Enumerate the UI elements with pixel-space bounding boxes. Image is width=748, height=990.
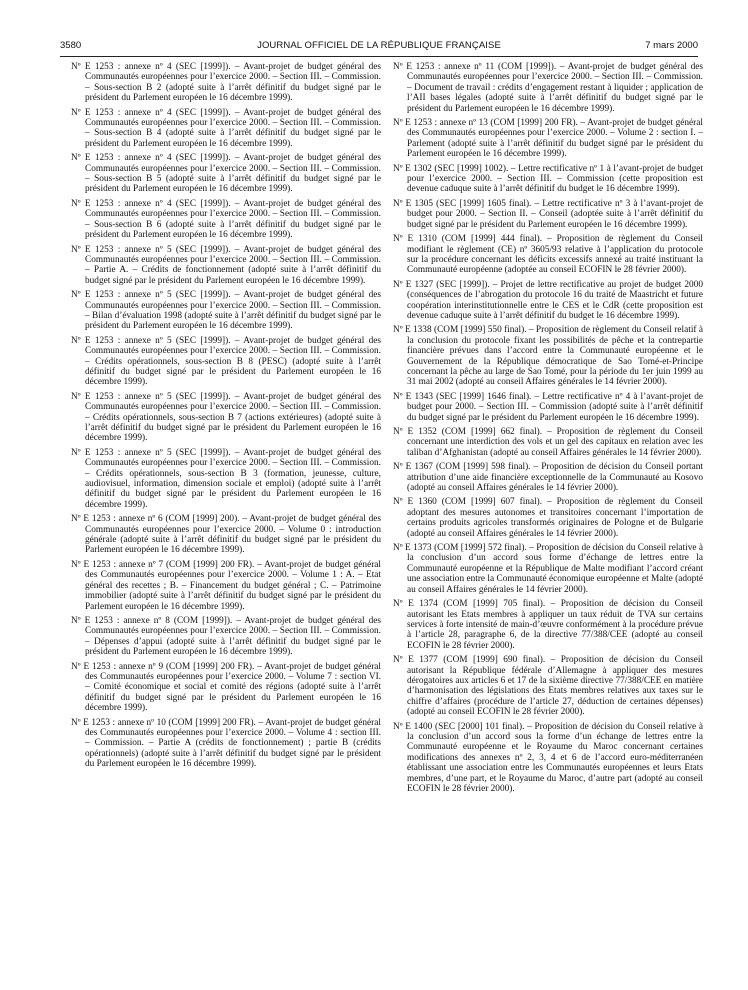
list-item: Nº E 1360 (COM [1999] 607 final). – Proposition de règlement du Conseil adoptant des mesures autonomes et transitoires concernant l’importation de certains produits agricoles transformés originaires de Pologne et de Bulgarie (adopté au conseil Affaires générales le 14 février 2000).: [393, 497, 703, 539]
list-item: Nº E 1310 (COM [1999] 444 final). – Proposition de règlement du Conseil modifiant le règlement (CE) nº 3605/93 relative à l’application du protocole sur la procédure concernant les déficits excessifs annexé au traité instituant la Communauté européenne (adoptée au conseil ECOFIN le 28 février 2000).: [393, 234, 703, 276]
list-item: Nº E 1373 (COM [1999] 572 final). – Proposition de décision du Conseil relative à la conclusion d’un accord sous forme d’échange de lettres entre la Communauté européenne et la République de Malte modifiant l’accord créant une association entre la Communauté économique européenne et Malte (adopté au conseil Affaires générales le 14 février 2000).: [393, 543, 703, 595]
list-item: Nº E 1253 : annexe nº 4 (SEC [1999]). – Avant-projet de budget général des Communautés européennes pour l’exercice 2000. – Section III. – Commission. – Sous-section B 4 (adopté suite à l’arrêt définitif du budget signé par le président du Parlement européen le 16 décembre 1999).: [71, 107, 381, 149]
right-column: [393, 62, 703, 798]
page-date: 7 mars 2000: [645, 40, 698, 51]
list-item: Nº E 1253 : annexe nº 9 (COM [1999] 200 FR). – Avant-projet de budget général des Communautés européennes pour l’exercice 2000. – Volume 7 : section VI. – Comité économique et social et comité des régions (adopté suite à l’arrêt définitif du budget signé par le président du Parlement européen le 16 décembre 1999).: [71, 661, 381, 714]
left-column: [71, 62, 381, 774]
list-item: Nº E 1253 : annexe nº 5 (SEC [1999]). – Avant-projet de budget général des Communautés européennes pour l’exercice 2000. – Section III. – Commission. – Crédits opérationnels, sous-section B 8 (PESC) (adopté suite à l’arrêt définitif du budget signé par le président du Parlement européen le 16 décembre 1999).: [71, 335, 381, 388]
list-item: Nº E 1377 (COM [1999] 690 final). – Proposition de décision du Conseil autorisant la République fédérale d’Allemagne à appliquer des mesures dérogatoires aux articles 6 et 17 de la sixième directive 77/388/CEE en matière d’harmonisation des législations des Etats membres relatives aux taxes sur le chiffre d’affaires (procédure de l’article 27, déduction de certaines dépenses) (adopté au conseil ECOFIN le 28 février 2000).: [393, 655, 703, 718]
list-item: Nº E 1400 (SEC [2000] 101 final). – Proposition de décision du Conseil relative à la conclusion d’un accord sous la forme d’un échange de lettres entre la Communauté européenne et le Royaume du Maroc concernant certaines modifications des annexes nº 2, 3, 4 et 6 de l’accord euro-méditerranéen établissant une association entre les Communautés européennes et leurs Etats membres, d’une part, et le Royaume du Maroc, d’autre part (adopté au conseil ECOFIN le 28 février 2000).: [393, 721, 703, 794]
list-item: Nº E 1352 (COM [1999] 662 final). – Proposition de règlement du Conseil concernant une interdiction des vols et un gel des capitaux en relation avec les taliban d’Afghanistan (adopté au conseil Affaires générales le 14 février 2000).: [393, 427, 703, 458]
page-header: [60, 40, 698, 56]
list-item: Nº E 1253 : annexe nº 11 (COM [1999]). – Avant-projet de budget général des Communautés européennes pour l’exercice 2000. – Section III. – Commission. – Document de travail : crédits d’engagement restant à liquider ; application de l’AII bases légales (adopté suite à l’arrêt définitif du budget signé par le président du Parlement européen le 16 décembre 1999).: [393, 62, 703, 114]
list-item: Nº E 1302 (SEC [1999] 1002). – Lettre rectificative nº 1 à l’avant-projet de budget pour l’exercice 2000. – Section III. – Commission (cette proposition est devenue caduque suite à l’arrêt définitif du budget le 16 décembre 1999).: [393, 163, 703, 195]
list-item: Nº E 1327 (SEC [1999]). – Projet de lettre rectificative au projet de budget 2000 (conséquences de l’abrogation du protocole 16 du traité de Maastricht et future coopération interinstitutionnelle entre le CES et le CdR (cette proposition est devenue caduque suite à l’arrêt définitif du budget le 16 décembre 1999).: [393, 279, 703, 321]
list-item: Nº E 1253 : annexe nº 5 (SEC [1999]). – Avant-projet de budget général des Communautés européennes pour l’exercice 2000. – Section III. – Commission. – Crédits opérationnels, sous-section B 7 (actions extérieures) (adopté suite à l’arrêt définitif du budget signé par le président du Parlement européen le 16 décembre 1999).: [71, 391, 381, 444]
list-item: Nº E 1253 : annexe nº 7 (COM [1999] 200 FR). – Avant-projet de budget général des Communautés européennes pour l’exercice 2000. – Volume 1 : A. – Etat général des recettes ; B. – Financement du budget général ; C. – Patrimoine immobilier (adopté suite à l’arrêt définitif du budget signé par le président du Parlement européen le 16 décembre 1999).: [71, 559, 381, 612]
page-number: 3580: [60, 40, 82, 51]
list-item: Nº E 1253 : annexe nº 4 (SEC [1999]). – Avant-projet de budget général des Communautés européennes pour l’exercice 2000. – Section III. – Commission. – Sous-section B 6 (adopté suite à l’arrêt définitif du budget signé par le président du Parlement européen le 16 décembre 1999).: [71, 198, 381, 241]
list-item: Nº E 1253 : annexe nº 4 (SEC [1999]). – Avant-projet de budget général des Communautés européennes pour l’exercice 2000. – Section III. – Commission. – Sous-section B 2 (adopté suite à l’arrêt définitif du budget signé par le président du Parlement européen le 16 décembre 1999).: [71, 62, 381, 104]
header-rule: [60, 56, 698, 57]
list-item: Nº E 1253 : annexe nº 5 (SEC [1999]). – Avant-projet de budget général des Communautés européennes pour l’exercice 2000. – Section III. – Commission. – Bilan d’évaluation 1998 (adopté suite à l’arrêt définitif du budget signé par le président du Parlement européen le 16 décembre 1999).: [71, 290, 381, 332]
journal-title: JOURNAL OFFICIEL DE LA RÉPUBLIQUE FRANÇAISE: [257, 40, 501, 51]
list-item: Nº E 1343 (SEC [1999] 1646 final). – Lettre rectificative nº 4 à l’avant-projet de budget pour 2000. – Section III. – Commission (adopté suite à l’arrêt définitif du budget signé par le président du Parlement européen le 16 décembre 1999).: [393, 391, 703, 423]
list-item: Nº E 1253 : annexe nº 8 (COM [1999]). – Avant-projet de budget général des Communautés européennes pour l’exercice 2000. – Section III. – Commission. – Dépenses d’appui (adopté suite à l’arrêt définitif du budget signé par le président du Parlement européen le 16 décembre 1999).: [71, 615, 381, 658]
list-item: Nº E 1253 : annexe nº 13 (COM [1999] 200 FR). – Avant-projet de budget général des Communautés européennes pour l’exercice 2000. – Volume 2 : section I. – Parlement (adopté suite à l’arrêt définitif du budget signé par le président du Parlement européen le 16 décembre 1999).: [393, 118, 703, 160]
list-item: Nº E 1305 (SEC [1999] 1605 final). – Lettre rectificative nº 3 à l’avant-projet de budget pour 2000. – Section II. – Conseil (adoptée suite à l’arrêt définitif du budget signé par le président du Parlement européen le 16 décembre 1999).: [393, 198, 703, 230]
list-item: Nº E 1338 (COM [1999] 550 final). – Proposition de règlement du Conseil relatif à la conclusion du protocole fixant les possibilités de pêche et la contrepartie financière prévues dans l’accord entre la Communauté européenne et le Gouvernement de la République démocratique de Sao Tomé-et-Principe concernant la pêche au large de Sao Tomé, pour la période du 1er juin 1999 au 31 mai 2002 (adopté au conseil Affaires générales le 14 février 2000).: [393, 325, 703, 388]
list-item: Nº E 1253 : annexe nº 5 (SEC [1999]). – Avant-projet de budget général des Communautés européennes pour l’exercice 2000. – Section III. – Commission. – Partie A. – Crédits de fonctionnement (adopté suite à l’arrêt définitif du budget signé par le président du Parlement européen le 16 décembre 1999).: [71, 244, 381, 286]
list-item: Nº E 1253 : annexe nº 6 (COM [1999] 200). – Avant-projet de budget général des Communautés européennes pour l’exercice 2000. – Volume 0 : introduction générale (adopté suite à l’arrêt définitif du budget signé par le président du Parlement européen le 16 décembre 1999).: [71, 514, 381, 556]
list-item: Nº E 1253 : annexe nº 4 (SEC [1999]). – Avant-projet de budget général des Communautés européennes pour l’exercice 2000. – Section III. – Commission. – Sous-section B 5 (adopté suite à l’arrêt définitif du budget signé par le président du Parlement européen le 16 décembre 1999).: [71, 153, 381, 195]
list-item: Nº E 1253 : annexe nº 5 (SEC [1999]). – Avant-projet de budget général des Communautés européennes pour l’exercice 2000. – Section III. – Commission. – Crédits opérationnels, sous-section B 3 (formation, jeunesse, culture, audiovisuel, information, dimension sociale et emploi) (adopté suite à l’arrêt définitif du budget signé par le président du Parlement européen le 16 décembre 1999).: [71, 447, 381, 510]
list-item: Nº E 1253 : annexe nº 10 (COM [1999] 200 FR). – Avant-projet de budget général des Communautés européennes pour l’exercice 2000. – Volume 4 : section III. – Commission. – Partie A (crédits de fonctionnement) ; partie B (crédits opérationnels) (adopté suite à l’arrêt définitif du budget signé par le président du Parlement européen le 16 décembre 1999).: [71, 717, 381, 770]
list-item: Nº E 1374 (COM [1999] 705 final). – Proposition de décision du Conseil autorisant les Etats membres à appliquer un taux réduit de TVA sur certains services à forte intensité de main-d’œuvre conformément à la procédure prévue à l’article 28, paragraphe 6, de la directive 77/388/CEE (adopté au conseil ECOFIN le 28 février 2000).: [393, 599, 703, 651]
list-item: Nº E 1367 (COM [1999] 598 final). – Proposition de décision du Conseil portant attribution d’une aide financière exceptionnelle de la Communauté au Kosovo (adopté au conseil Affaires générales le 14 février 2000).: [393, 462, 703, 494]
